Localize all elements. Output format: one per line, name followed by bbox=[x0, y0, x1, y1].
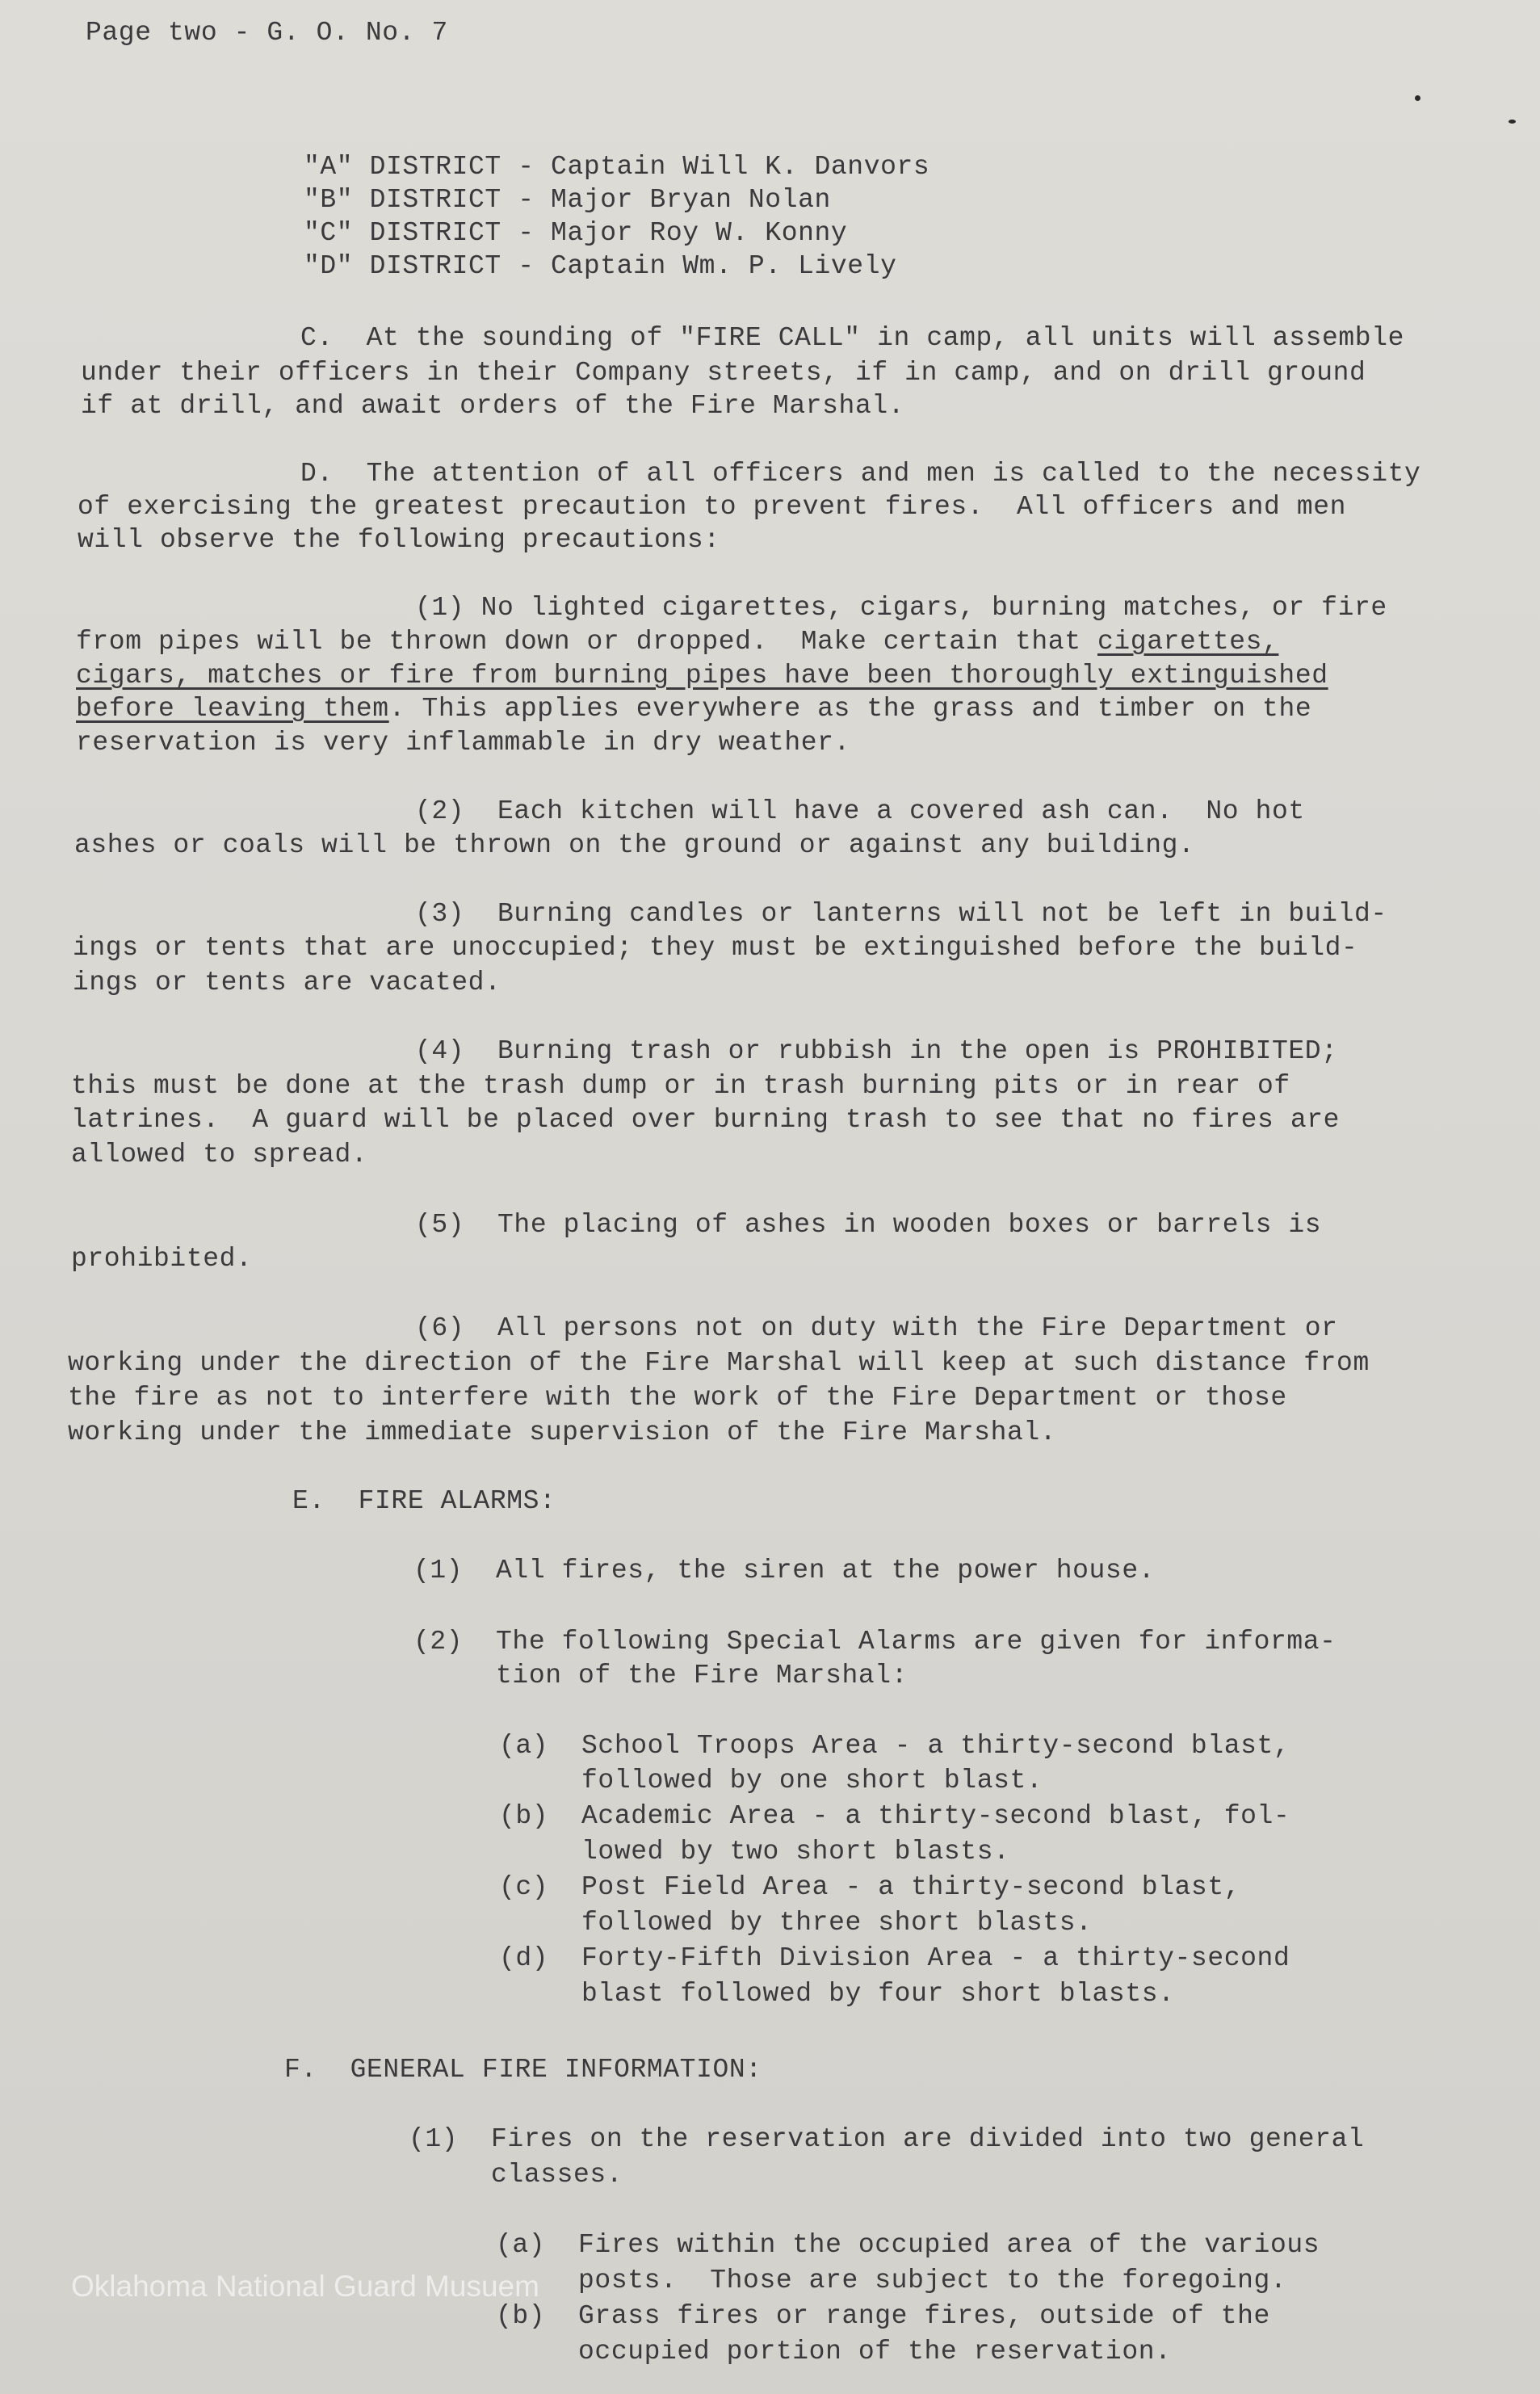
special-alarm-d: (d) Forty-Fifth Division Area - a thirty-second bbox=[499, 1943, 1290, 1973]
item-2-line: (2) Each kitchen will have a covered ash can. No hot bbox=[415, 796, 1305, 826]
item-4-line: latrines. A guard will be placed over burning trash to see that no fires are bbox=[71, 1105, 1341, 1135]
alarm-e2-line: (2) The following Special Alarms are given for informa- bbox=[413, 1627, 1336, 1657]
item-4-line: allowed to spread. bbox=[71, 1140, 368, 1170]
para-d-line: D. The attention of all officers and men is called to the necessity bbox=[300, 459, 1421, 489]
section-f-heading: F. GENERAL FIRE INFORMATION: bbox=[284, 2055, 762, 2085]
speck bbox=[1509, 120, 1516, 124]
special-alarm-d: blast followed by four short blasts. bbox=[499, 1979, 1175, 2009]
page-header: Page two - G. O. No. 7 bbox=[86, 18, 448, 48]
item-1-line: before leaving them. This applies everywhere as the grass and timber on the bbox=[76, 694, 1312, 724]
special-alarm-a: followed by one short blast. bbox=[499, 1766, 1043, 1796]
section-e-heading: E. FIRE ALARMS: bbox=[292, 1486, 556, 1516]
fire-class-a: posts. Those are subject to the foregoing. bbox=[496, 2266, 1287, 2295]
alarm-e1: (1) All fires, the siren at the power house. bbox=[413, 1556, 1156, 1586]
special-alarm-c: followed by three short blasts. bbox=[499, 1908, 1093, 1938]
district-line: "B" DISTRICT - Major Bryan Nolan bbox=[304, 185, 831, 215]
item-4-line: (4) Burning trash or rubbish in the open is PROHIBITED; bbox=[415, 1036, 1338, 1066]
special-alarm-a: (a) School Troops Area - a thirty-second blast, bbox=[499, 1731, 1290, 1761]
fire-class-a: (a) Fires within the occupied area of the various bbox=[496, 2230, 1320, 2260]
museum-watermark: Oklahoma National Guard Musuem bbox=[71, 2270, 539, 2303]
fire-info-1: (1) Fires on the reservation are divided into two general bbox=[409, 2124, 1365, 2154]
item-1-line: reservation is very inflammable in dry weather. bbox=[76, 728, 850, 758]
item-1-underlined-line: cigars, matches or fire from burning pipes have been thoroughly extinguished bbox=[76, 661, 1328, 691]
district-line: "D" DISTRICT - Captain Wm. P. Lively bbox=[304, 251, 897, 281]
district-line: "C" DISTRICT - Major Roy W. Konny bbox=[304, 218, 848, 248]
item-1-line: (1) No lighted cigarettes, cigars, burning matches, or fire bbox=[415, 593, 1387, 623]
item-5-line: (5) The placing of ashes in wooden boxes or barrels is bbox=[415, 1210, 1322, 1240]
para-c-line: under their officers in their Company streets, if in camp, and on drill ground bbox=[81, 358, 1366, 388]
item-6-line: (6) All persons not on duty with the Fire Department or bbox=[415, 1313, 1338, 1343]
para-d-line: will observe the following precautions: bbox=[78, 525, 720, 555]
item-3-line: ings or tents that are unoccupied; they must be extinguished before the build- bbox=[73, 933, 1358, 963]
item-6-line: working under the direction of the Fire Marshal will keep at such distance from bbox=[68, 1348, 1370, 1378]
item-3-line: (3) Burning candles or lanterns will not be left in build- bbox=[415, 899, 1387, 929]
special-alarm-c: (c) Post Field Area - a thirty-second blast, bbox=[499, 1872, 1241, 1902]
speck bbox=[1415, 95, 1420, 101]
item-6-line: the fire as not to interfere with the work of the Fire Department or those bbox=[68, 1383, 1287, 1413]
item-4-line: this must be done at the trash dump or in trash burning pits or in rear of bbox=[71, 1071, 1290, 1101]
para-d-line: of exercising the greatest precaution to prevent fires. All officers and men bbox=[78, 492, 1347, 522]
fire-info-1: classes. bbox=[409, 2160, 623, 2190]
item-6-line: working under the immediate supervision of the Fire Marshal. bbox=[68, 1418, 1057, 1447]
fire-class-b: occupied portion of the reservation. bbox=[496, 2337, 1172, 2367]
item-2-line: ashes or coals will be thrown on the ground or against any building. bbox=[74, 830, 1195, 860]
fire-class-b: (b) Grass fires or range fires, outside of the bbox=[496, 2301, 1270, 2331]
item-1-line: from pipes will be thrown down or dropped. Make certain that cigarettes, bbox=[76, 627, 1279, 657]
special-alarm-b: (b) Academic Area - a thirty-second blast, fol- bbox=[499, 1801, 1290, 1831]
alarm-e2-line: tion of the Fire Marshal: bbox=[413, 1661, 908, 1690]
item-5-line: prohibited. bbox=[71, 1244, 253, 1274]
para-c-line: if at drill, and await orders of the Fire Marshal. bbox=[81, 391, 905, 421]
para-c-line: C. At the sounding of "FIRE CALL" in camp, all units will assemble bbox=[300, 323, 1405, 353]
special-alarm-b: lowed by two short blasts. bbox=[499, 1837, 1010, 1867]
district-line: "A" DISTRICT - Captain Will K. Danvors bbox=[304, 152, 930, 182]
item-3-line: ings or tents are vacated. bbox=[73, 968, 501, 998]
